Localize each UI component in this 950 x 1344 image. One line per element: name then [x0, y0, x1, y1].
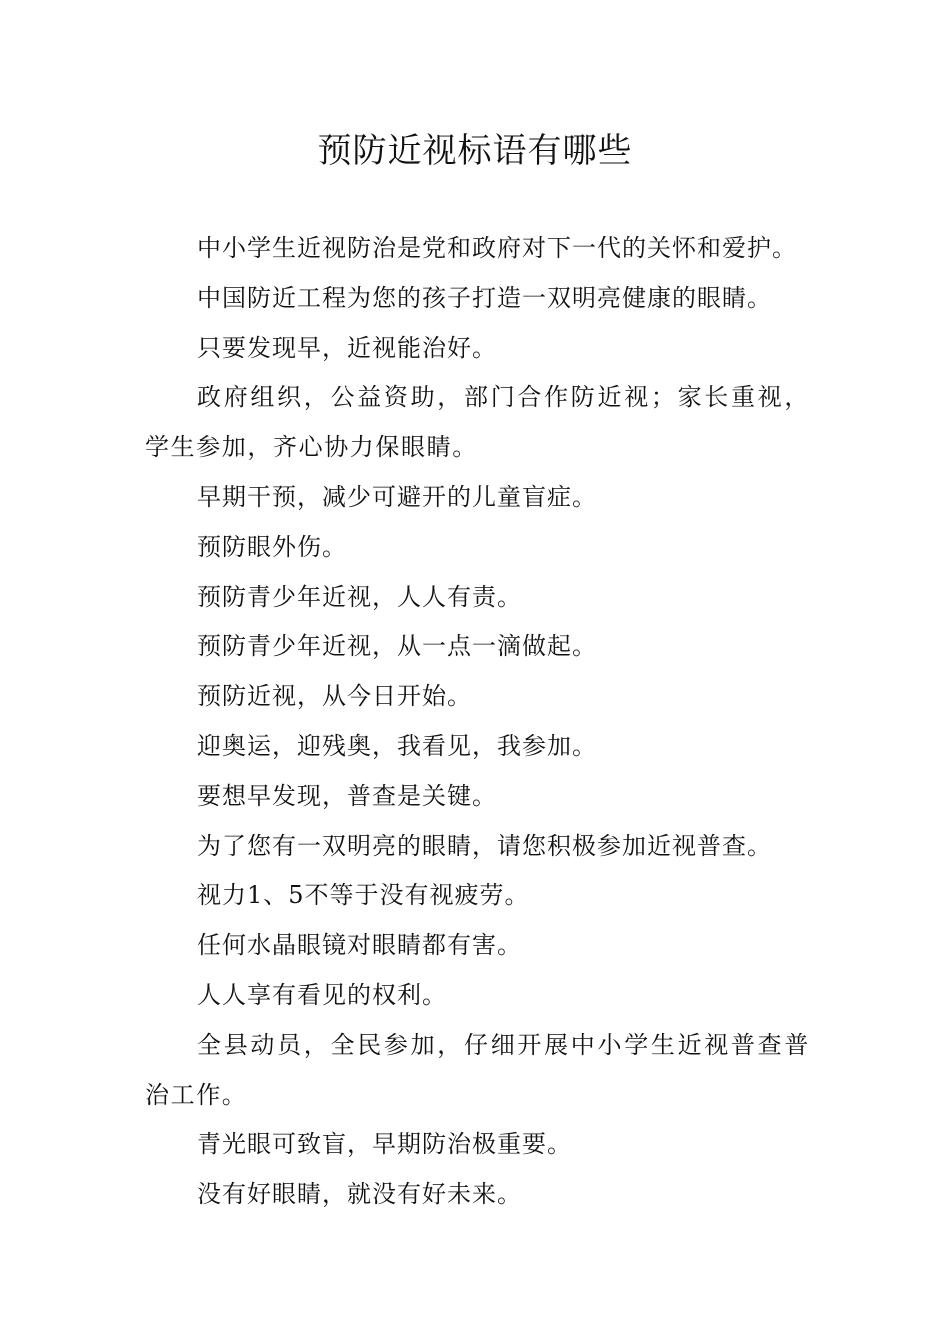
paragraph: 预防青少年近视，人人有责。 [197, 582, 522, 611]
paragraph: 预防眼外伤。 [197, 532, 347, 561]
paragraph: 任何水晶眼镜对眼睛都有害。 [197, 931, 522, 960]
paragraph: 预防青少年近视，从一点一滴做起。 [197, 632, 597, 661]
paragraph: 预防近视，从今日开始。 [197, 682, 472, 711]
paragraph: 早期干预，减少可避开的儿童盲症。 [197, 482, 597, 511]
paragraph: 只要发现早，近视能治好。 [197, 333, 497, 362]
document-title: 预防近视标语有哪些 [317, 131, 633, 171]
paragraph: 视力1、5不等于没有视疲劳。 [197, 881, 530, 910]
document-body [145, 224, 810, 1220]
paragraph: 政府组织，公益资助，部门合作防近视；家长重视，学生参加，齐心协力保眼睛。 [145, 383, 810, 462]
paragraph: 要想早发现，普查是关键。 [197, 781, 497, 810]
paragraph: 青光眼可致盲，早期防治极重要。 [197, 1130, 572, 1159]
paragraph: 人人享有看见的权利。 [197, 980, 447, 1009]
paragraph: 为了您有一双明亮的眼睛，请您积极参加近视普查。 [197, 831, 772, 860]
paragraph: 中小学生近视防治是党和政府对下一代的关怀和爱护。 [197, 234, 797, 262]
paragraph: 迎奥运，迎残奥，我看见，我参加。 [197, 731, 597, 760]
paragraph: 全县动员，全民参加，仔细开展中小学生近视普查普治工作。 [145, 1030, 810, 1109]
paragraph: 中国防近工程为您的孩子打造一双明亮健康的眼睛。 [197, 283, 772, 312]
paragraph: 没有好眼睛，就没有好未来。 [197, 1180, 522, 1209]
